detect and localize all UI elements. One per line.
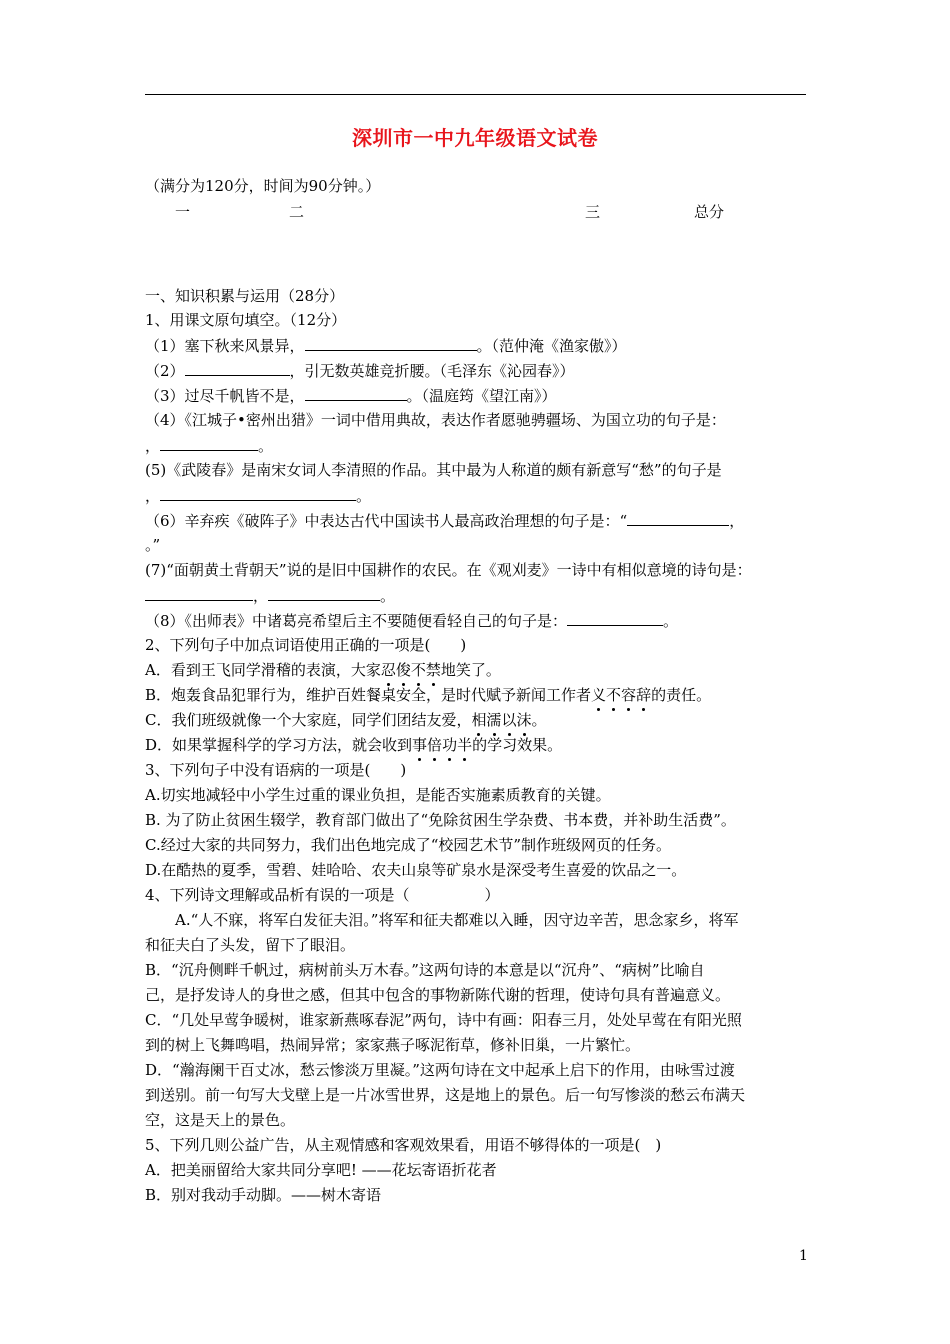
dotted-phrase [381, 661, 441, 679]
dotted-char: 沫 [516, 711, 532, 729]
q3-option-d: D.在酷热的夏季，雪碧、娃哈哈、农夫山泉等矿泉水是深受考生喜爱的饮品之一。 [145, 861, 687, 879]
q1-item-5: (5)《武陵春》是南宋女词人李清照的作品。其中最为人称道的颇有新意写“愁”的句子是 [145, 461, 722, 479]
dotted-char: 不 [410, 661, 426, 679]
q1-item-2-text: （2） [145, 362, 185, 380]
exam-title: 深圳市一中九年级语文试卷 [352, 126, 598, 150]
dotted-char: 事 [412, 736, 428, 754]
score-header-total: 总分 [694, 203, 725, 221]
q2-option-c [145, 710, 810, 730]
dotted-char: 忍 [380, 661, 396, 679]
dotted-phrase [412, 736, 472, 754]
q1-item-1-source: 。（范仲淹《渔家傲》） [476, 337, 627, 355]
dotted-char: 相 [471, 711, 487, 729]
page-number: 1 [799, 1248, 808, 1264]
q1-item-8-end: 。 [663, 612, 679, 630]
q4-option-d-cont: 到送别。前一句写大戈壁上是一片冰雪世界，这是地上的景色。后一句写惨淡的愁云布满天 [145, 1086, 746, 1104]
dotted-char: 功 [442, 736, 458, 754]
q4-option-c: C．“几处早莺争暖树，谁家新燕啄春泥”两句，诗中有画：阳春三月，处处早莺在有阳光照 [145, 1011, 742, 1029]
q4-option-d: D．“瀚海阑干百丈冰，愁云惨淡万里凝。”这两句诗在文中起承上启下的作用，由咏雪过渡 [145, 1061, 735, 1079]
q1-item-3 [145, 385, 810, 406]
answer-blank[interactable] [145, 585, 253, 601]
answer-blank[interactable] [305, 385, 407, 401]
q3-option-a: A.切实地减轻中小学生过重的课业负担，是能否实施素质教育的关键。 [145, 786, 611, 804]
q1-item-6 [145, 510, 810, 531]
q1-item-4-answer [145, 435, 810, 456]
q4-option-d-cont2: 空，这是天上的景色。 [145, 1111, 296, 1129]
option-text: 。 [531, 711, 547, 729]
question-2-heading: 2、下列句子中加点词语使用正确的一项是( ) [145, 636, 467, 654]
q1-item-3-text: （3）过尽千帆皆不是， [145, 387, 305, 405]
dotted-char: 濡 [486, 711, 502, 729]
q1-item-2-source: ，引无数英雄竞折腰。（毛泽东《沁园春》） [289, 362, 575, 380]
answer-blank[interactable] [268, 585, 380, 601]
q1-item-4-comma: ， [145, 437, 161, 455]
question-3-heading: 3、下列句子中没有语病的一项是( ) [145, 761, 407, 779]
answer-blank[interactable] [305, 335, 477, 351]
q4-option-a-cont: 和征夫白了头发，留下了眼泪。 [145, 936, 356, 954]
q1-item-7-answer [145, 585, 810, 606]
q1-item-8 [145, 610, 810, 631]
dotted-phrase [591, 686, 651, 704]
q1-item-7-comma: ， [253, 587, 269, 605]
answer-blank[interactable] [627, 510, 729, 526]
q1-item-1-text: （1）塞下秋来风景异， [145, 337, 305, 355]
answer-blank[interactable] [567, 610, 663, 626]
q1-item-7: (7)“面朝黄土背朝天”说的是旧中国耕作的农民。在《观刈麦》一诗中有相似意境的诗句是： [145, 561, 752, 579]
dotted-char: 半 [457, 736, 473, 754]
exam-note: （满分为120分，时间为90分钟。） [145, 177, 381, 195]
q1-item-2 [145, 360, 810, 381]
dotted-char: 辞 [636, 686, 652, 704]
q2-option-b [145, 685, 810, 705]
score-header-3: 三 [585, 203, 601, 221]
option-text: B．炮轰食品犯罪行为，维护百姓餐桌安全，是时代赋予新闻工作者 [145, 686, 592, 704]
question-1-heading: 1、用课文原句填空。（12分） [145, 311, 347, 329]
dotted-phrase [471, 711, 531, 729]
q2-option-a [145, 660, 810, 680]
q1-item-7-end: 。 [380, 587, 396, 605]
dotted-char: 容 [621, 686, 637, 704]
q5-option-b: B．别对我动手动脚。——树木寄语 [145, 1186, 382, 1204]
q4-option-b-cont: 己，是抒发诗人的身世之感，但其中包含的事物新陈代谢的哲理，使诗句具有普遍意义。 [145, 986, 731, 1004]
q3-option-b: B. 为了防止贫困生辍学，教育部门做出了“免除贫困生学杂费、书本费，并补助生活费”。 [145, 811, 736, 829]
section-heading: 一、知识积累与运用（28分） [145, 287, 345, 305]
dotted-char: 倍 [427, 736, 443, 754]
option-text: 地笑了。 [440, 661, 501, 679]
question-4-heading: 4、下列诗文理解或品析有误的一项是（ ） [145, 886, 500, 904]
q2-option-d [145, 735, 810, 755]
q1-item-5-end: 。 [356, 487, 372, 505]
q1-item-6-text: （6）辛弃疾《破阵子》中表达古代中国读书人最高政治理想的句子是：“ [145, 512, 628, 530]
q4-option-a: A.“人不寐，将军白发征夫泪。”将军和征夫都难以入睡，因守边辛苦，思念家乡，将军 [175, 911, 739, 929]
q3-option-c: C.经过大家的共同努力，我们出色地完成了“校园艺术节”制作班级网页的任务。 [145, 836, 672, 854]
q1-item-6-comma: ， [729, 512, 745, 530]
score-header-1: 一 [175, 203, 191, 221]
option-text: 的责任。 [651, 686, 712, 704]
score-header-2: 二 [289, 203, 305, 221]
q1-item-4-end: 。 [258, 437, 274, 455]
dotted-char: 义 [591, 686, 607, 704]
question-5-heading: 5、下列几则公益广告，从主观情感和客观效果看，用语不够得体的一项是( ) [145, 1136, 662, 1154]
q1-item-6-end: 。” [145, 536, 161, 554]
option-text: D．如果掌握科学的学习方法，就会收到 [145, 736, 413, 754]
q4-option-c-cont: 到的树上飞舞鸣唱，热闹异常；家家燕子啄泥衔草，修补旧巢，一片繁忙。 [145, 1036, 641, 1054]
q1-item-3-source: 。（温庭筠《望江南》） [406, 387, 557, 405]
option-text: 的学习效果。 [472, 736, 563, 754]
dotted-char: 不 [606, 686, 622, 704]
q1-item-5-answer [145, 485, 810, 506]
q1-item-8-text: （8）《出师表》中诸葛亮希望后主不要随便看轻自己的句子是： [145, 612, 568, 630]
q4-option-b: B．“沉舟侧畔千帆过，病树前头万木春。”这两句诗的本意是以“沉舟”、“病树”比喻自 [145, 961, 705, 979]
option-text: C．我们班级就像一个大家庭，同学们团结友爱， [145, 711, 472, 729]
dotted-char: 以 [501, 711, 517, 729]
option-text: A．看到王飞同学滑稽的表演，大家 [145, 661, 381, 679]
q1-item-5-comma: ， [145, 487, 161, 505]
dotted-char: 俊 [395, 661, 411, 679]
answer-blank[interactable] [160, 485, 356, 501]
q1-item-1 [145, 335, 810, 356]
q1-item-4: （4）《江城子•密州出猎》一词中借用典故，表达作者愿驰骋疆场、为国立功的句子是： [145, 411, 726, 429]
answer-blank[interactable] [185, 360, 290, 376]
header-rule [145, 94, 806, 95]
dotted-char: 禁 [425, 661, 441, 679]
answer-blank[interactable] [160, 435, 258, 451]
q5-option-a: A．把美丽留给大家共同分享吧! ——花坛寄语折花者 [145, 1161, 497, 1179]
